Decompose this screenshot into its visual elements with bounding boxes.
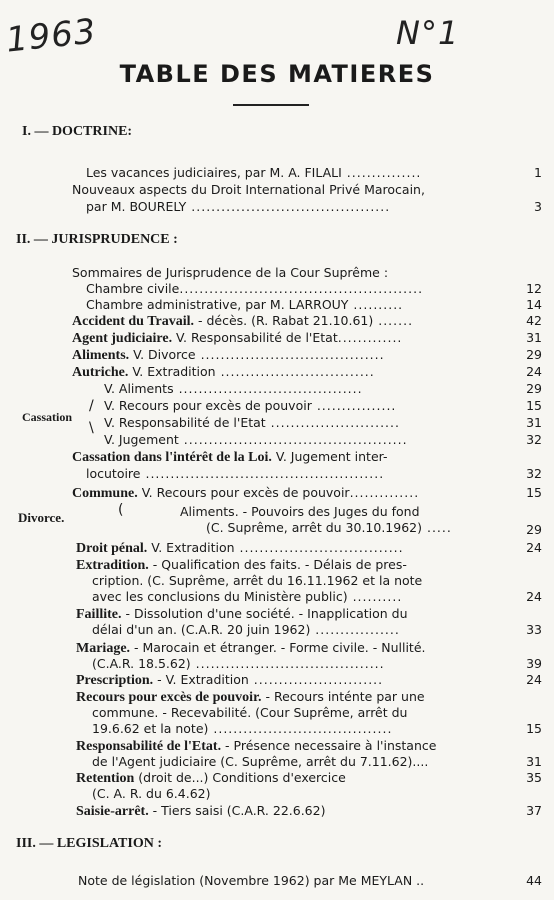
dot-leader: ................. bbox=[310, 622, 400, 637]
entry-text: (C.A.R. 18.5.62) bbox=[92, 656, 191, 671]
toc-entry bbox=[86, 199, 390, 214]
page-number: 32 bbox=[526, 432, 542, 447]
entry-text: avec les conclusions du Ministère public) bbox=[92, 589, 348, 604]
toc-entry bbox=[104, 398, 396, 413]
page-number: 29 bbox=[526, 347, 542, 362]
entry-text: V. Responsabilité de l'Etat bbox=[104, 415, 266, 430]
dot-leader: ....... bbox=[373, 313, 414, 328]
brace-mark: ( bbox=[118, 502, 124, 518]
page-number: 29 bbox=[526, 522, 542, 537]
toc-entry bbox=[72, 485, 419, 502]
page-number: 3 bbox=[534, 199, 542, 214]
entry-text: Chambre administrative, par M. LARROUY bbox=[86, 297, 349, 312]
section-doctrine: I. — DOCTRINE: bbox=[22, 124, 133, 139]
toc-entry bbox=[86, 466, 384, 481]
page-number: 35 bbox=[526, 770, 542, 785]
entry-text: locutoire bbox=[86, 466, 141, 481]
entry-keyword: Responsabilité de l'Etat. bbox=[76, 739, 222, 754]
entry-keyword: Prescription. bbox=[76, 673, 154, 688]
dot-leader: ................................. bbox=[234, 540, 404, 555]
dot-leader: ............................................. bbox=[178, 432, 408, 447]
page-number: 24 bbox=[526, 672, 542, 687]
toc-entry bbox=[92, 786, 210, 801]
page-number: 42 bbox=[526, 313, 542, 328]
page-number: 24 bbox=[526, 364, 542, 379]
dot-leader: .......................... bbox=[265, 415, 400, 430]
toc-entry bbox=[104, 432, 408, 447]
toc-entry bbox=[76, 738, 436, 755]
entry-text: cription. (C. Suprême, arrêt du 16.11.1962 et la note bbox=[92, 573, 423, 588]
entry-text: (C. Suprême, arrêt du 30.10.1962) bbox=[206, 520, 422, 535]
entry-text: V. Jugement inter- bbox=[271, 449, 388, 464]
page-number: 33 bbox=[526, 622, 542, 637]
entry-text: Nouveaux aspects du Droit International Privé Marocain, bbox=[72, 182, 425, 197]
toc-entry bbox=[104, 415, 400, 430]
entry-text: V. Responsabilité de l'Etat bbox=[172, 330, 338, 345]
entry-text: Note de législation (Novembre 1962) par Me MEYLAN .. bbox=[78, 873, 425, 888]
entry-keyword: Cassation dans l'intérêt de la Loi. bbox=[72, 450, 272, 465]
entry-text: V. Extradition bbox=[128, 364, 216, 379]
page-number: 31 bbox=[526, 330, 542, 345]
toc-entry bbox=[72, 265, 388, 280]
section-legislation: III. — LEGISLATION : bbox=[16, 836, 163, 851]
toc-entry bbox=[76, 672, 383, 689]
dot-leader: .......... bbox=[348, 297, 404, 312]
page-number: 24 bbox=[526, 540, 542, 555]
entry-keyword: Recours pour excès de pouvoir. bbox=[76, 690, 262, 705]
handwritten-number: N°1 bbox=[396, 14, 460, 52]
entry-keyword: Droit pénal. bbox=[76, 541, 148, 556]
page-number: 32 bbox=[526, 466, 542, 481]
dot-leader: ............................... bbox=[215, 364, 375, 379]
entry-text: V. Divorce bbox=[129, 347, 196, 362]
page-number: 24 bbox=[526, 589, 542, 604]
page-number: 31 bbox=[526, 754, 542, 769]
dot-leader: ............. bbox=[337, 330, 403, 345]
page-number: 15 bbox=[526, 398, 542, 413]
entry-keyword: Agent judiciaire. bbox=[72, 331, 173, 346]
dot-leader: ........................................ bbox=[186, 199, 391, 214]
brace-mark: \ bbox=[89, 420, 94, 436]
toc-entry bbox=[76, 689, 425, 706]
dot-leader: ..................................... bbox=[195, 347, 385, 362]
entry-text: - décès. (R. Rabat 21.10.61) bbox=[194, 313, 374, 328]
toc-entry bbox=[86, 297, 403, 312]
toc-entry bbox=[72, 364, 375, 381]
toc-entry bbox=[92, 573, 422, 588]
toc-entry bbox=[92, 656, 385, 671]
toc-entry bbox=[86, 165, 421, 180]
page-number: 1 bbox=[534, 165, 542, 180]
handwritten-year: 1963 bbox=[4, 11, 99, 61]
dot-leader: ................................................. bbox=[179, 281, 424, 296]
dot-leader: ...................................... bbox=[190, 656, 385, 671]
entry-text: V. Recours pour excès de pouvoir bbox=[137, 485, 350, 500]
entry-text: commune. - Recevabilité. (Cour Suprême, arrêt du bbox=[92, 705, 408, 720]
entry-text: V. Recours pour excès de pouvoir bbox=[104, 398, 312, 413]
dot-leader: .................................... bbox=[208, 721, 393, 736]
toc-entry bbox=[76, 557, 407, 574]
entry-text: par M. BOURELY bbox=[86, 199, 187, 214]
page-number: 12 bbox=[526, 281, 542, 296]
toc-entry bbox=[72, 330, 402, 347]
toc-entry bbox=[92, 622, 400, 637]
page-number: 31 bbox=[526, 415, 542, 430]
page-number: 14 bbox=[526, 297, 542, 312]
entry-text: Sommaires de Jurisprudence de la Cour Suprême : bbox=[72, 265, 389, 280]
divorce-label: Divorce. bbox=[18, 510, 65, 525]
toc-entry bbox=[72, 449, 388, 466]
entry-text: délai d'un an. (C.A.R. 20 juin 1962) bbox=[92, 622, 311, 637]
toc-entry bbox=[72, 182, 425, 197]
entry-keyword: Extradition. bbox=[76, 558, 149, 573]
entry-text: V. Jugement bbox=[104, 432, 179, 447]
entry-text: - Tiers saisi (C.A.R. 22.6.62) bbox=[148, 803, 326, 818]
page-number: 39 bbox=[526, 656, 542, 671]
entry-text: V. Extradition bbox=[147, 540, 235, 555]
entry-keyword: Faillite. bbox=[76, 607, 122, 622]
page-number: 44 bbox=[526, 873, 542, 888]
entry-text: - Marocain et étranger. - Forme civile. - Nullité. bbox=[130, 640, 426, 655]
entry-keyword: Retention bbox=[76, 771, 135, 786]
toc-entry bbox=[76, 540, 404, 557]
entry-text: - Recours inténte par une bbox=[261, 689, 425, 704]
entry-keyword: Mariage. bbox=[76, 641, 131, 656]
entry-text: - Présence necessaire à l'instance bbox=[221, 738, 437, 753]
title-underline bbox=[233, 104, 309, 106]
dot-leader: .......... bbox=[347, 589, 403, 604]
page-number: 15 bbox=[526, 721, 542, 736]
entry-text: V. Aliments bbox=[104, 381, 174, 396]
toc-entry bbox=[104, 381, 363, 396]
dot-leader: ................................................ bbox=[140, 466, 385, 481]
entry-text: (droit de...) Conditions d'exercice bbox=[134, 770, 346, 785]
toc-entry bbox=[86, 281, 423, 296]
entry-text: (C. A. R. du 6.4.62) bbox=[92, 786, 211, 801]
dot-leader: ............... bbox=[341, 165, 422, 180]
toc-entry bbox=[76, 606, 408, 623]
toc-entry bbox=[76, 770, 346, 787]
dot-leader: ................ bbox=[311, 398, 397, 413]
entry-keyword: Saisie-arrêt. bbox=[76, 804, 149, 819]
toc-entry bbox=[92, 705, 407, 720]
entry-text: - Dissolution d'une société. - Inapplication du bbox=[121, 606, 408, 621]
entry-text: - V. Extradition bbox=[153, 672, 249, 687]
dot-leader: ..................................... bbox=[173, 381, 363, 396]
toc-entry bbox=[92, 589, 402, 604]
toc-entry bbox=[92, 721, 392, 736]
page-number: 15 bbox=[526, 485, 542, 500]
entry-keyword: Autriche. bbox=[72, 365, 129, 380]
page-number: 29 bbox=[526, 381, 542, 396]
brace-mark: / bbox=[89, 398, 94, 414]
dot-leader: .............. bbox=[349, 485, 420, 500]
toc-entry bbox=[206, 520, 452, 535]
toc-entry bbox=[92, 754, 428, 769]
dot-leader: .......................... bbox=[248, 672, 384, 687]
dot-leader: ..... bbox=[422, 520, 452, 535]
entry-keyword: Accident du Travail. bbox=[72, 314, 194, 329]
entry-keyword: Aliments. bbox=[72, 348, 130, 363]
toc-entry bbox=[180, 504, 420, 519]
entry-text: Aliments. - Pouvoirs des Juges du fond bbox=[180, 504, 420, 519]
toc-entry bbox=[78, 873, 424, 888]
toc-entry bbox=[72, 313, 413, 330]
entry-keyword: Commune. bbox=[72, 486, 138, 501]
entry-text: Les vacances judiciaires, par M. A. FILALI bbox=[86, 165, 342, 180]
entry-text: Chambre civile bbox=[86, 281, 180, 296]
entry-text: 19.6.62 et la note) bbox=[92, 721, 209, 736]
page-title: TABLE DES MATIERES bbox=[119, 60, 435, 88]
toc-entry bbox=[72, 347, 385, 364]
section-jurisprudence: II. — JURISPRUDENCE : bbox=[16, 232, 178, 247]
entry-text: de l'Agent judiciaire (C. Suprême, arrêt du 7.11.62).... bbox=[92, 754, 429, 769]
cassation-label: Cassation bbox=[22, 410, 73, 424]
toc-entry bbox=[76, 803, 325, 820]
entry-text: - Qualification des faits. - Délais de pres- bbox=[148, 557, 407, 572]
toc-entry bbox=[76, 640, 426, 657]
page-number: 37 bbox=[526, 803, 542, 818]
